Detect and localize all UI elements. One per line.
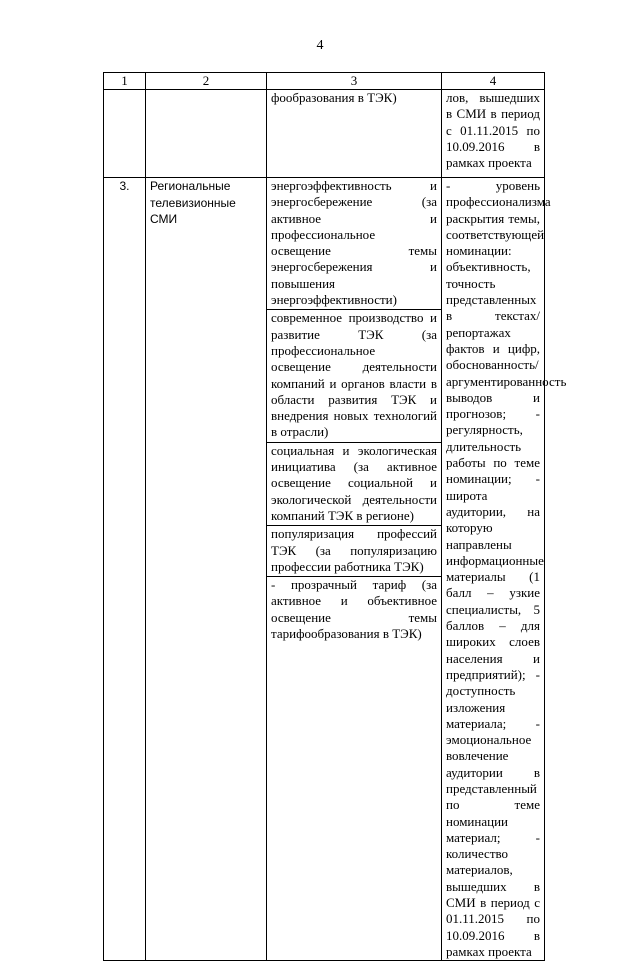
header-col-3: 3 bbox=[267, 73, 442, 90]
nomination-social-initiative: социальная и экологическая инициатива (за активное освещение социальной и экологической деятельности компаний ТЭК в регионе) bbox=[267, 443, 441, 526]
row-number: 3. bbox=[104, 178, 146, 961]
continuation-nomination: фообразования в ТЭК) bbox=[267, 90, 442, 178]
nominations-cell bbox=[267, 178, 442, 961]
continuation-criteria: лов, вышедших в СМИ в период с 01.11.2015 по 10.09.2016 в рамках проекта bbox=[442, 90, 545, 178]
nominations-table bbox=[103, 72, 567, 961]
continuation-cell-2 bbox=[146, 90, 267, 178]
header-col-2: 2 bbox=[146, 73, 267, 90]
nomination-energy-efficiency: энергоэффективность и энергосбережение (за активное и профессиональное освещение темы энергосбережения и повышения энергоэффективности) bbox=[267, 178, 441, 310]
row-category: Региональные телевизионные СМИ bbox=[146, 178, 267, 961]
criteria-cell: - уровень профессионализма раскрытия темы, соответствующей номинации: объективность, точность представленных в текстах/репортажах фактов и цифр, обоснованность/аргументированность выводов и прогнозов; - регулярность, длительность работы по теме номинации; - широта аудитории, на которую направлены информационные материалы (1 балл – узкие специалисты, 5 баллов – для широких слоев населения и предприятий); - доступность изложения материала; - эмоциональное вовлечение аудитории в представленный по теме номинации материал; - количество материалов, вышедших в СМИ в период с 01.11.2015 по 10.09.2016 в рамках проекта bbox=[442, 178, 545, 961]
table-row bbox=[104, 178, 545, 961]
continuation-cell-1 bbox=[104, 90, 146, 178]
header-col-1: 1 bbox=[104, 73, 146, 90]
page-number: 4 bbox=[316, 38, 324, 53]
continuation-row bbox=[104, 90, 545, 178]
table-header-row bbox=[104, 73, 545, 90]
nomination-modern-production: современное производство и развитие ТЭК (за профессиональное освещение деятельности компаний и органов власти в области развития ТЭК и внедрения новых технологий в отрасли) bbox=[267, 310, 441, 442]
header-col-4: 4 bbox=[442, 73, 545, 90]
nomination-transparent-tariff: - прозрачный тариф (за активное и объективное освещение темы тарифообразования в ТЭК) bbox=[271, 577, 437, 642]
nomination-profession-popularization: популяризация профессий ТЭК (за популяризацию профессии работника ТЭК) bbox=[267, 526, 441, 577]
